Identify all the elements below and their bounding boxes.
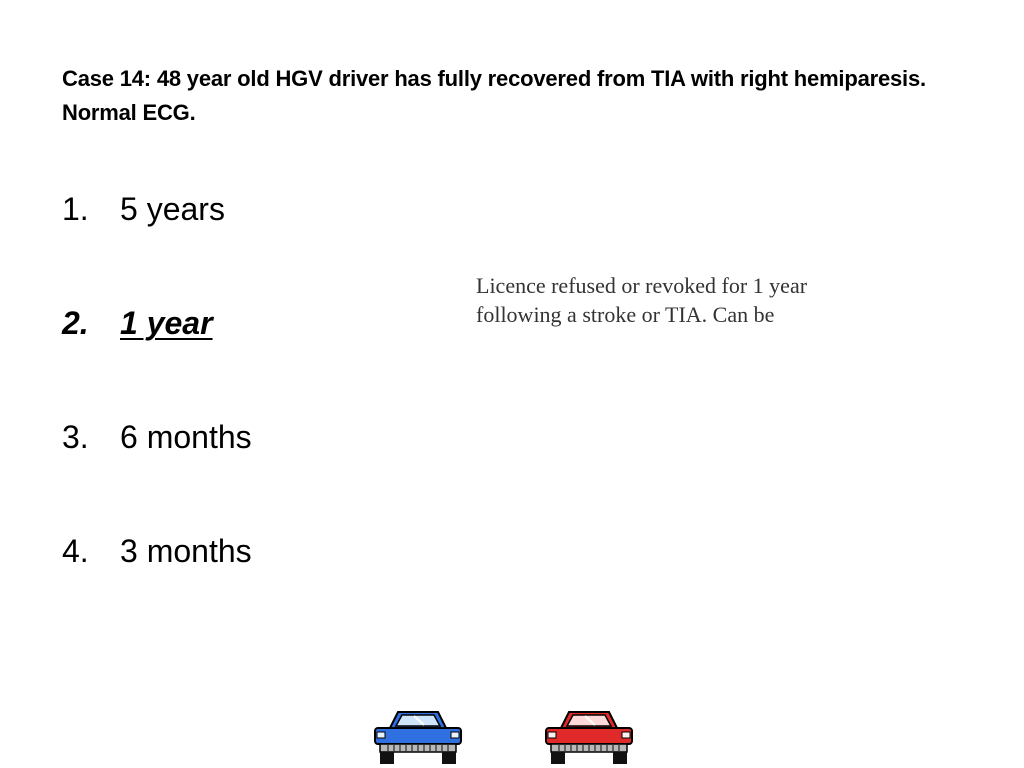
option-text: 5 years xyxy=(120,191,225,227)
car-headlight xyxy=(451,732,459,738)
answer-option xyxy=(62,414,252,528)
option-text: 1 year xyxy=(120,305,213,341)
car-wheel xyxy=(442,752,456,764)
explanation-line: Licence refused or revoked for 1 year xyxy=(476,273,808,298)
car-wheel xyxy=(551,752,565,764)
answer-options-list xyxy=(62,186,252,642)
car-headlight xyxy=(622,732,630,738)
car-wheel xyxy=(613,752,627,764)
explanation-line: following a stroke or TIA. Can be xyxy=(476,302,775,327)
option-number: 3. xyxy=(62,419,89,455)
option-number: 4. xyxy=(62,533,89,569)
option-text: 6 months xyxy=(120,419,252,455)
option-number: 2. xyxy=(62,305,89,341)
option-text: 3 months xyxy=(120,533,252,569)
answer-option xyxy=(62,186,252,300)
car-wheel xyxy=(380,752,394,764)
car-icon xyxy=(543,704,635,768)
option-number: 1. xyxy=(62,191,89,227)
car-body xyxy=(546,728,632,744)
car-icon xyxy=(372,704,464,768)
car-headlight xyxy=(548,732,556,738)
answer-option xyxy=(62,528,252,642)
car-body xyxy=(375,728,461,744)
answer-option-correct xyxy=(62,300,252,414)
car-headlight xyxy=(377,732,385,738)
slide-title: Case 14: 48 year old HGV driver has fully recovered from TIA with right hemiparesis. Normal ECG. xyxy=(62,66,926,125)
answer-explanation xyxy=(476,271,896,329)
